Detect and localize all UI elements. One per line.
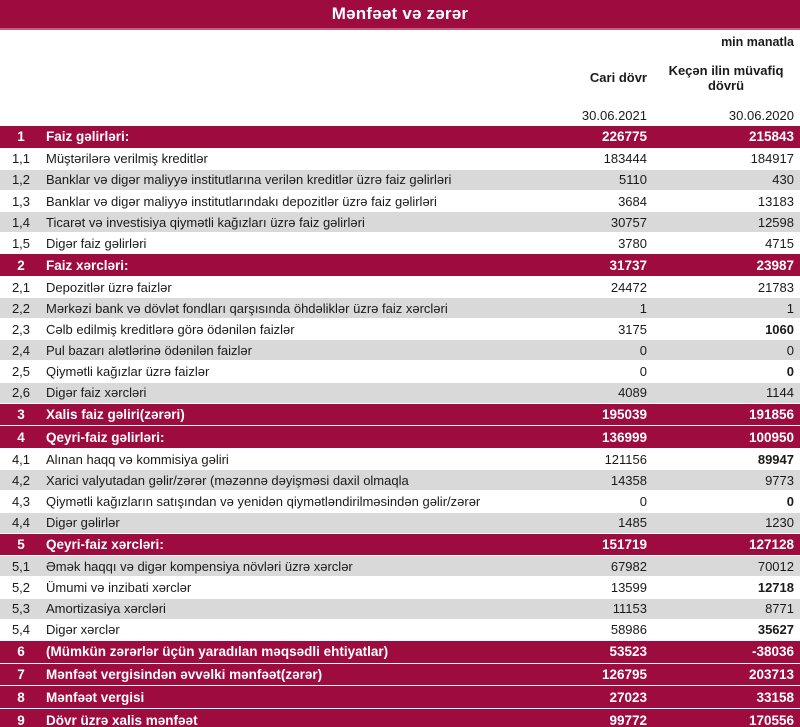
- row-number: 6: [17, 644, 25, 660]
- row-value-previous: 430: [772, 172, 794, 188]
- table-row: [0, 297, 800, 318]
- row-value-current: 226775: [601, 129, 647, 145]
- table-row: [0, 619, 800, 640]
- table-row: [0, 211, 800, 232]
- row-label: Pul bazarı alətlərinə ödənilən faizlər: [46, 342, 252, 358]
- row-value-current: 31737: [609, 257, 647, 273]
- row-value-previous: 184917: [750, 151, 794, 167]
- row-value-previous: 21783: [757, 279, 794, 295]
- row-label: Alınan haqq və kommisiya gəliri: [46, 451, 229, 467]
- table-row: [0, 598, 800, 619]
- row-value-previous: 0: [786, 493, 794, 509]
- row-number: 1,1: [11, 151, 31, 167]
- row-value-current: 136999: [601, 429, 647, 445]
- date-previous-period: 30.06.2020: [728, 107, 794, 123]
- table-row: [0, 448, 800, 469]
- table-row: [0, 512, 800, 533]
- row-value-previous: 9773: [765, 472, 794, 488]
- row-value-previous: 12718: [757, 580, 794, 596]
- row-value-previous: 33158: [756, 689, 794, 705]
- row-value-previous: 1144: [766, 385, 794, 401]
- row-value-current: 151719: [601, 536, 647, 552]
- row-value-current: 5110: [619, 172, 647, 188]
- row-number: 9: [17, 712, 25, 727]
- row-value-current: 121156: [604, 451, 647, 467]
- row-label: Qiymətli kağızların satışından və yenidən qiymətləndirilməsindən gəlir/zərər: [46, 493, 481, 509]
- row-value-previous: 0: [786, 363, 794, 379]
- row-number: 1,3: [11, 193, 31, 209]
- row-label: Xalis faiz gəliri(zərəri): [46, 407, 185, 423]
- row-number: 2,4: [11, 342, 31, 358]
- table-row: [0, 190, 800, 211]
- row-label: Banklar və digər maliyyə institutlarındakı depozitlər üzrə faiz gəlirləri: [46, 193, 437, 209]
- row-number: 5,4: [11, 622, 31, 638]
- column-header-previous-period: Keçən ilin müvafiq dövrü: [668, 62, 784, 93]
- column-dates-row: [0, 104, 800, 126]
- row-number: 1: [17, 129, 25, 145]
- row-label: Digər xərclər: [46, 622, 120, 638]
- table-row: [0, 490, 800, 511]
- table-row: [0, 276, 800, 297]
- row-label: Ticarət və investisiya qiymətli kağızları üzrə faiz gəlirləri: [46, 214, 365, 230]
- row-value-previous: 127128: [748, 536, 794, 552]
- table-row: [0, 382, 800, 403]
- row-number: 1,4: [11, 214, 31, 230]
- row-label: Mənfəət vergisi: [46, 689, 145, 705]
- row-value-current: 58986: [610, 622, 647, 638]
- row-value-previous: 203713: [748, 666, 794, 682]
- row-label: Müştərilərə verilmiş kreditlər: [46, 151, 208, 167]
- row-value-current: 183444: [603, 151, 647, 167]
- row-number: 5,3: [11, 601, 31, 617]
- row-value-current: 67982: [610, 558, 647, 574]
- table-row: [0, 339, 800, 360]
- row-label: Digər faiz gəlirləri: [46, 235, 147, 251]
- row-value-current: 0: [639, 493, 647, 509]
- column-header-current-period: Cari dövr: [589, 70, 647, 86]
- row-value-current: 4089: [618, 385, 647, 401]
- report-title-bar: [0, 0, 800, 30]
- row-number: 1,5: [11, 235, 31, 251]
- row-label: Faiz xərcləri:: [46, 257, 129, 273]
- row-number: 2,2: [11, 300, 31, 316]
- table-row: [0, 555, 800, 576]
- table-row: [0, 318, 800, 339]
- table-row: [0, 576, 800, 597]
- row-label: Cəlb edilmiş kreditlərə görə ödənilən faizlər: [46, 321, 295, 337]
- row-value-previous: -38036: [751, 644, 794, 660]
- row-number: 2,3: [11, 321, 31, 337]
- row-label: Əmək haqqı və digər kompensiya növləri üzrə xərclər: [46, 558, 353, 574]
- row-number: 4,1: [11, 451, 31, 467]
- row-label: Mənfəət vergisindən əvvəlki mənfəət(zərər): [46, 666, 323, 682]
- row-value-current: 11153: [612, 601, 647, 617]
- row-value-current: 195039: [601, 407, 647, 423]
- row-label: Banklar və digər maliyyə institutlarına verilən kreditlər üzrə faiz gəlirləri: [46, 172, 452, 188]
- row-value-current: 13599: [610, 580, 647, 596]
- row-number: 7: [17, 666, 25, 682]
- table-row: [0, 232, 800, 253]
- section-header-row: [0, 425, 800, 448]
- row-value-previous: 1060: [765, 321, 794, 337]
- row-value-current: 53523: [609, 644, 647, 660]
- row-value-previous: 1230: [765, 515, 794, 531]
- section-header-row: [0, 125, 800, 148]
- row-label: Mərkəzi bank və dövlət fondları qarşısında öhdəliklər üzrə faiz xərcləri: [46, 300, 448, 316]
- row-number: 2,6: [11, 385, 31, 401]
- row-value-current: 1: [639, 300, 647, 316]
- row-value-current: 3684: [618, 193, 647, 209]
- row-number: 8: [17, 689, 25, 705]
- row-number: 1,2: [11, 172, 31, 188]
- row-value-current: 24472: [610, 279, 647, 295]
- row-label: Faiz gəlirləri:: [46, 129, 130, 145]
- section-header-row: [0, 533, 800, 556]
- row-value-current: 0: [639, 363, 647, 379]
- table-header-zone: [0, 30, 800, 125]
- row-label: Qiymətli kağızlar üzrə faizlər: [46, 363, 210, 379]
- row-value-previous: 170556: [748, 712, 794, 727]
- row-number: 5: [17, 536, 25, 552]
- section-header-row: [0, 403, 800, 426]
- row-value-previous: 215843: [748, 129, 794, 145]
- row-label: Digər gəlirlər: [46, 515, 120, 531]
- row-value-previous: 0: [786, 342, 794, 358]
- row-value-current: 30757: [610, 214, 647, 230]
- row-number: 4: [17, 429, 25, 445]
- row-value-previous: 13183: [757, 193, 794, 209]
- row-label: Digər faiz xərcləri: [46, 385, 147, 401]
- profit-loss-table: [0, 125, 800, 727]
- row-value-previous: 100950: [748, 429, 794, 445]
- row-value-previous: 8771: [765, 601, 794, 617]
- table-row: [0, 360, 800, 381]
- section-header-row: [0, 253, 800, 276]
- row-label: Xarici valyutadan gəlir/zərər (məzənnə dəyişməsi daxil olmaqla: [46, 472, 409, 488]
- row-number: 5,2: [11, 580, 31, 596]
- row-number: 5,1: [11, 558, 31, 574]
- row-label: Amortizasiya xərcləri: [46, 601, 166, 617]
- table-row: [0, 469, 800, 490]
- row-value-current: 27023: [609, 689, 647, 705]
- row-label: Depozitlər üzrə faizlər: [46, 279, 172, 295]
- page-title: Mənfəət və zərər: [331, 4, 469, 23]
- row-value-previous: 1: [786, 300, 794, 316]
- row-label: Ümumi və inzibati xərclər: [46, 580, 192, 596]
- row-value-current: 1485: [618, 515, 647, 531]
- row-label: Qeyri-faiz xərcləri:: [46, 536, 164, 552]
- row-number: 4,2: [11, 472, 31, 488]
- row-value-current: 126795: [601, 666, 647, 682]
- row-value-previous: 191856: [748, 407, 794, 423]
- row-value-previous: 70012: [757, 558, 794, 574]
- row-value-current: 3780: [618, 235, 647, 251]
- row-value-current: 99772: [609, 712, 647, 727]
- section-header-row: [0, 685, 800, 708]
- unit-note: min manatla: [721, 35, 794, 49]
- row-label: Qeyri-faiz gəlirləri:: [46, 429, 165, 445]
- row-value-previous: 12598: [757, 214, 794, 230]
- section-header-row: [0, 708, 800, 727]
- row-label: (Mümkün zərərlər üçün yaradılan məqsədli ehtiyatlar): [46, 644, 389, 660]
- row-value-previous: 23987: [756, 257, 794, 273]
- table-row: [0, 148, 800, 169]
- row-value-previous: 89947: [757, 451, 794, 467]
- date-current-period: 30.06.2021: [581, 107, 647, 123]
- row-value-previous: 4715: [765, 235, 794, 251]
- section-header-row: [0, 640, 800, 663]
- row-label: Dövr üzrə xalis mənfəət: [46, 712, 198, 727]
- row-number: 4,4: [11, 515, 31, 531]
- table-row: [0, 169, 800, 190]
- row-value-current: 0: [639, 342, 647, 358]
- row-number: 2: [17, 257, 25, 273]
- row-value-current: 14358: [610, 472, 647, 488]
- section-header-row: [0, 663, 800, 686]
- column-headers-row: [0, 55, 800, 101]
- row-number: 3: [17, 407, 25, 423]
- row-number: 4,3: [11, 493, 31, 509]
- row-value-current: 3175: [618, 321, 647, 337]
- row-number: 2,1: [11, 279, 31, 295]
- row-number: 2,5: [11, 363, 31, 379]
- row-value-previous: 35627: [757, 622, 794, 638]
